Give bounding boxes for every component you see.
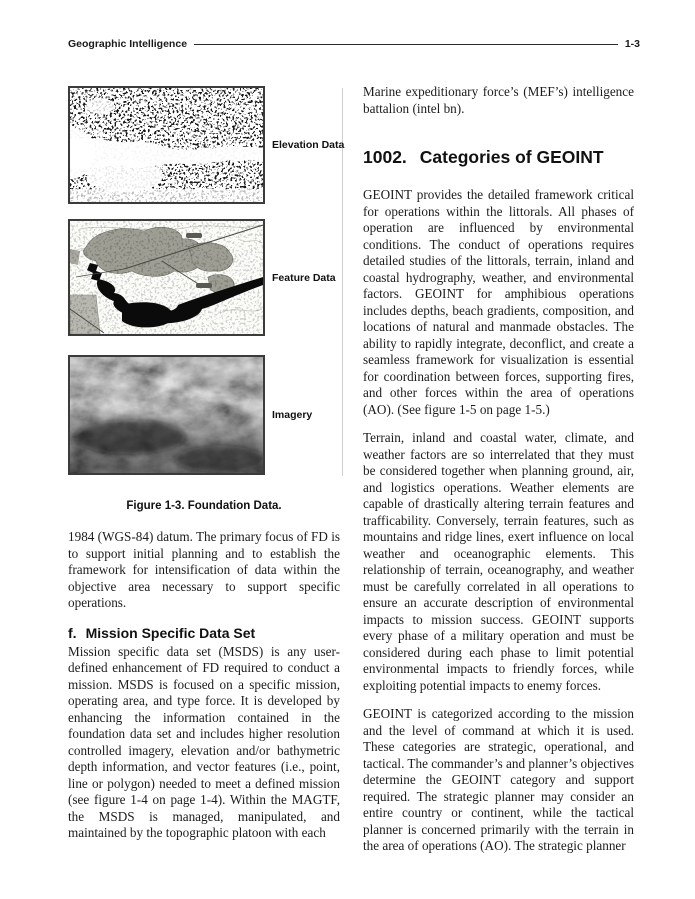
satellite-imagery-graphic bbox=[70, 357, 263, 473]
section-heading-1002 bbox=[363, 147, 634, 167]
left-column bbox=[68, 86, 345, 842]
figure-row-imagery bbox=[68, 355, 340, 475]
elevation-data-image bbox=[68, 86, 265, 204]
subsection-heading-f bbox=[68, 624, 340, 642]
figure-row-feature bbox=[68, 219, 340, 336]
feature-data-label: Feature Data bbox=[272, 271, 336, 284]
subsection-letter: f. bbox=[68, 624, 77, 641]
subsection-title: Mission Specific Data Set bbox=[85, 624, 256, 641]
section-number: 1002. bbox=[363, 147, 407, 167]
running-header-title: Geographic Intelligence bbox=[68, 38, 188, 50]
imagery-label: Imagery bbox=[272, 409, 313, 421]
paragraph-intro-continuation: Marine expeditionary force’s (MEF’s) intelligence battalion (intel bn). bbox=[363, 84, 634, 116]
paragraph-geoint-categories: GEOINT is categorized according to the mission and the level of command at which it is used. These categories are strategic, operational, and tactical. The commander’s and planner’s objectives determine the GEOINT category and support required. The strategic planner may consider an entire country or continent, while the tactical planner is concerned primarily with the terrain in the area of operations (AO). The strategic planner bbox=[363, 706, 634, 853]
paragraph-wgs-datum: 1984 (WGS-84) datum. The primary focus of FD is to support initial planning and to establish the framework for intensification of data within the objective area necessary to support specific operations. bbox=[68, 529, 340, 610]
feature-data-image bbox=[68, 219, 265, 336]
elevation-data-label: Elevation Data bbox=[272, 139, 345, 151]
header-rule bbox=[194, 44, 618, 45]
figure-caption: Figure 1-3. Foundation Data. bbox=[126, 500, 282, 512]
paragraph-msds: Mission specific data set (MSDS) is any user-defined enhancement of FD required to conduct a mission. MSDS is focused on a specific mission, operating area, and type force. It is developed by enhancing the information contained in the foundation data set and includes higher resolution controlled imagery, elevation and/or bathymetric depth information, and vector features (i.e., point, line or polygon) needed to meet a defined mission (see figure 1-4 on page 1-4). Within the MAGTF, the MSDS is managed, manipulated, and maintained by the topographic platoon with each bbox=[68, 643, 340, 840]
figure-row-elevation bbox=[68, 86, 345, 204]
feature-map-graphic bbox=[70, 221, 263, 334]
paragraph-geoint-framework: GEOINT provides the detailed framework critical for operations within the littorals. All phases of operation are influenced by environmental conditions. The conduct of operations requires detailed studies of the littorals, terrain, inland and coastal hydrography, weather, and environmental factors. GEOINT for amphibious operations includes depths, beach gradients, composition, and locations of natural and manmade obstacles. The ability to rapidly integrate, deconflict, and create a seamless framework for visualization is essential for coordination between forces, supporting fires, and other forces within the area of operations (AO). (See figure 1-5 on page 1-5.) bbox=[363, 187, 634, 417]
paragraph-terrain-weather: Terrain, inland and coastal water, climate, and weather factors are so interrelated that they must be considered together when planning ground, air, and logistics operations. Weather elements are capable of drastically altering terrain features and trafficability. Conversely, terrain features, such as mountains and ridge lines, exert influence on local weather and oceanographic elements. This relationship of terrain, oceanography, and weather must be carefully correlated in all operations to ensure an accurate description of environmental impacts to mission success. GEOINT supports every phase of a military operation and must be considered during each phase to limit potential environmental impacts to friendly forces, while exploiting potential impacts to enemy forces. bbox=[363, 430, 634, 693]
page-number: 1-3 bbox=[624, 38, 640, 50]
section-title: Categories of GEOINT bbox=[419, 147, 604, 167]
page-header bbox=[68, 38, 640, 50]
figure-foundation-data bbox=[68, 86, 345, 513]
elevation-map-graphic bbox=[70, 88, 263, 202]
imagery-image bbox=[68, 355, 265, 475]
right-column bbox=[363, 84, 634, 855]
